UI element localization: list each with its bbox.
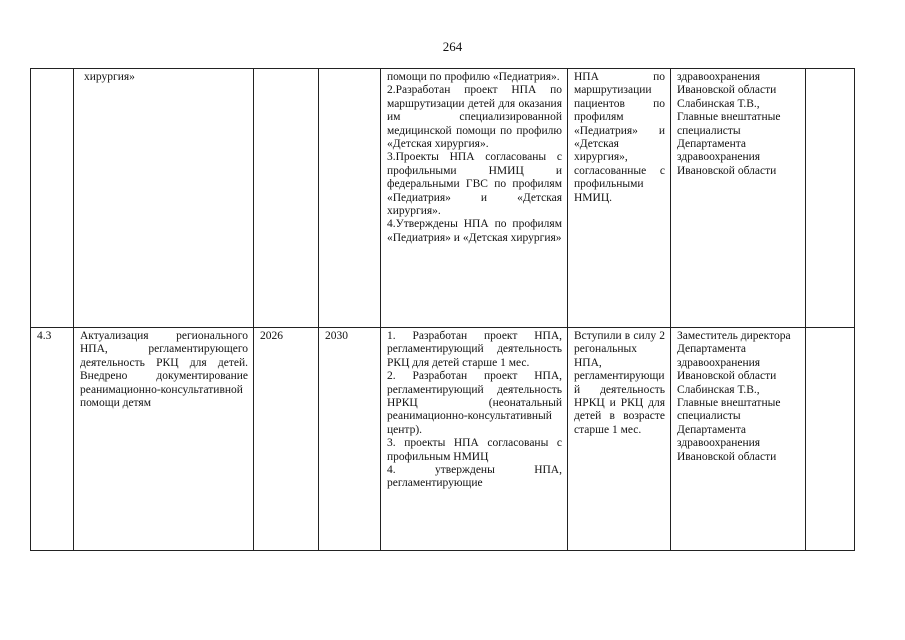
responsible-cell: Заместитель директора Департамента здравоохранения Ивановской области Слабинская Т.В., Главные внештатные специалисты Департамента здравоохранения Ивановской области: [671, 328, 806, 551]
plan-table: [30, 68, 855, 551]
table-row: [31, 69, 855, 328]
result-item: 2. Разработан проект НПА, регламентирующий деятельность НРКЦ (неонатальный реанимационно-консультативный центр).: [387, 370, 562, 436]
start-year-cell: [254, 69, 319, 328]
indicator-cell: Вступили в силу 2 регональных НПА, регламентирующий деятельность НРКЦ и РКЦ для детей в возрасте старше 1 мес.: [568, 328, 671, 551]
extra-cell: [806, 328, 855, 551]
responsible-cell: здравоохранения Ивановской области Слабинская Т.В., Главные внештатные специалисты Департамента здравоохранения Ивановской области: [671, 69, 806, 328]
row-number-cell: 4.3: [31, 328, 74, 551]
event-text: хирургия»: [84, 71, 135, 83]
indicator-cell: НПА по маршрутизации пациентов по профилям «Педиатрия» и «Детская хирургия», согласованные с профильными НМИЦ.: [568, 69, 671, 328]
start-year-cell: 2026: [254, 328, 319, 551]
result-item: 4.Утверждены НПА по профилям «Педиатрия» и «Детская хирургия»: [387, 218, 562, 244]
end-year-cell: 2030: [319, 328, 381, 551]
result-item: 3.Проекты НПА согласованы с профильными НМИЦ и федеральными ГВС по профилям «Педиатрия» и «Детская хирургия».: [387, 151, 562, 218]
event-cell: Актуализация регионального НПА, регламентирующего деятельность РКЦ для детей. Внедрено документирование реанимационно-консультативной помощи детям: [74, 328, 254, 551]
page-number: 264: [442, 39, 463, 54]
extra-cell: [806, 69, 855, 328]
table-row: [31, 328, 855, 551]
event-cell: [74, 69, 254, 328]
end-year-cell: [319, 69, 381, 328]
row-number-cell: [31, 69, 74, 328]
result-item: 1. Разработан проект НПА, регламентирующий деятельность РКЦ для детей старше 1 мес.: [387, 330, 562, 369]
result-item: 4. утверждены НПА, регламентирующие: [387, 464, 562, 490]
results-cell: [381, 69, 568, 328]
result-item: 3. проекты НПА согласованы с профильным НМИЦ: [387, 437, 562, 463]
result-item: помощи по профилю «Педиатрия».: [387, 71, 560, 83]
results-cell: [381, 328, 568, 551]
result-item: 2.Разработан проект НПА по маршрутизации детей для оказания им специализированной медицинской помощи по профилю «Детская хирургия».: [387, 84, 562, 151]
